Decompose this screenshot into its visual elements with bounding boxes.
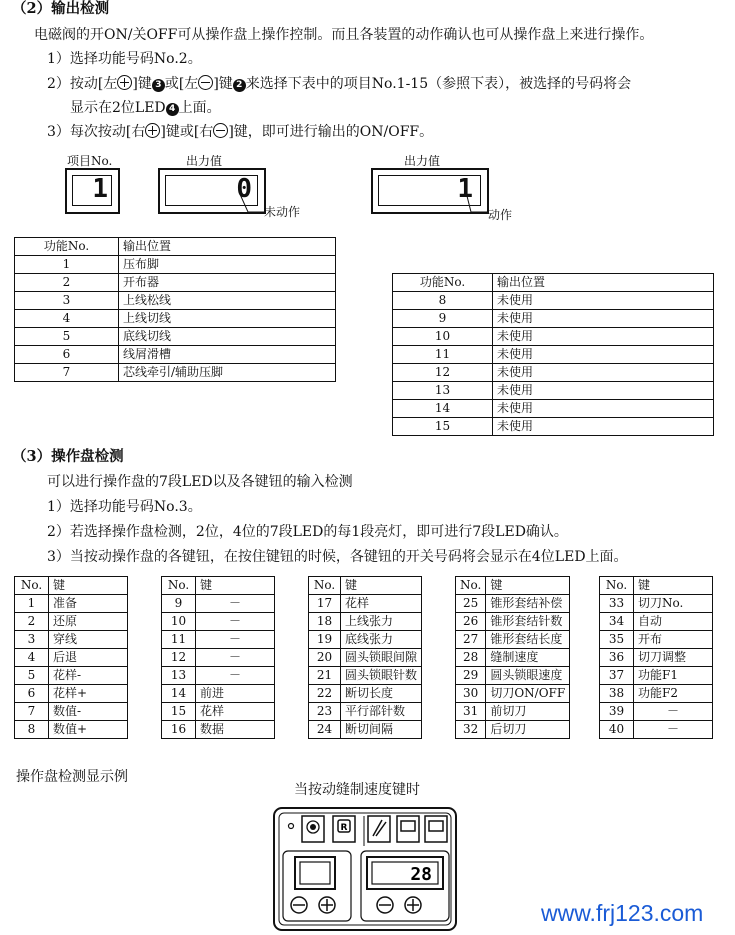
- item-no-digit: 1: [92, 174, 108, 204]
- table-cell-no: 18: [309, 613, 341, 631]
- table-cell-no: 38: [600, 685, 634, 703]
- table-cell-value: 花样+: [49, 685, 128, 703]
- plus-key-icon: [145, 123, 160, 138]
- table-cell-value: 断切间隔: [340, 721, 421, 739]
- section3-step2: 2）若选择操作盘检测，2位，4位的7段LED的每1段亮灯，即可进行7段LED确认。: [47, 524, 568, 540]
- table-cell-no: 28: [456, 649, 486, 667]
- table-cell-no: 6: [15, 685, 49, 703]
- table-cell-value: 未使用: [493, 310, 714, 328]
- off-pointer-line: [236, 190, 266, 220]
- table-row: [162, 631, 275, 649]
- table-row: [456, 613, 570, 631]
- table-cell-no: 36: [600, 649, 634, 667]
- table-header-cell: No.: [162, 577, 196, 595]
- table-row: [15, 310, 336, 328]
- table-header-row: [456, 577, 570, 595]
- section3-step3: 3）当按动操作盘的各键钮，在按住键钮的时候，各键钮的开关号码将会显示在4位LED上面。: [47, 549, 628, 565]
- table-cell-value: 还原: [49, 613, 128, 631]
- off-caption: 未动作: [264, 205, 301, 219]
- plus-key-icon: [117, 75, 132, 90]
- table-cell-no: 9: [393, 310, 493, 328]
- table-cell-value: 压布脚: [119, 256, 336, 274]
- table-row: [15, 667, 128, 685]
- table-cell-no: 3: [15, 631, 49, 649]
- table-cell-value: 数值+: [49, 721, 128, 739]
- table-row: [162, 685, 275, 703]
- table-cell-no: 5: [15, 667, 49, 685]
- table-header-cell: 功能No.: [393, 274, 493, 292]
- table-row: [600, 721, 713, 739]
- table-header-row: [15, 577, 128, 595]
- table-cell-no: 5: [15, 328, 119, 346]
- panel-display-digits: 28: [410, 864, 432, 885]
- item-no-display: [65, 168, 120, 214]
- table-cell-value: －: [634, 703, 713, 721]
- table-row: [393, 400, 714, 418]
- table-cell-value: 未使用: [493, 418, 714, 436]
- table-cell-value: 准备: [49, 595, 128, 613]
- key-table-1: [14, 576, 128, 739]
- table-cell-no: 8: [15, 721, 49, 739]
- table-cell-value: 上线松线: [119, 292, 336, 310]
- table-cell-no: 1: [15, 595, 49, 613]
- table-cell-value: 圆头锁眼速度: [486, 667, 570, 685]
- table-cell-no: 22: [309, 685, 341, 703]
- table-cell-value: 花样: [196, 703, 275, 721]
- table-cell-value: 锥形套结长度: [486, 631, 570, 649]
- table-header-cell: No.: [15, 577, 49, 595]
- output-table-right: [392, 273, 714, 436]
- table-header-row: [309, 577, 422, 595]
- table-row: [456, 703, 570, 721]
- table-cell-no: 40: [600, 721, 634, 739]
- table-row: [456, 721, 570, 739]
- table-cell-value: 切刀No.: [634, 595, 713, 613]
- table-cell-no: 12: [162, 649, 196, 667]
- table-cell-value: 切刀调整: [634, 649, 713, 667]
- table-cell-no: 16: [162, 721, 196, 739]
- table-row: [15, 685, 128, 703]
- table-cell-no: 33: [600, 595, 634, 613]
- output-digit-off: 0: [236, 174, 252, 204]
- table-row: [600, 613, 713, 631]
- table-cell-value: －: [196, 649, 275, 667]
- table-cell-no: 14: [393, 400, 493, 418]
- table-row: [600, 685, 713, 703]
- table-row: [600, 649, 713, 667]
- table-row: [393, 346, 714, 364]
- table-row: [309, 613, 422, 631]
- section2-step2: [47, 73, 631, 93]
- step3-text-a: 3）每次按动[右: [47, 124, 146, 140]
- example-caption: 当按动缝制速度键时: [294, 782, 420, 798]
- table-row: [309, 667, 422, 685]
- step2-text-e: 来选择下表中的项目No.1-15（参照下表），被选择的号码将会: [245, 76, 632, 92]
- key-table-4: [455, 576, 570, 739]
- table-cell-value: 上线张力: [340, 613, 421, 631]
- table-cell-value: －: [196, 595, 275, 613]
- table-cell-no: 37: [600, 667, 634, 685]
- step3-text-b: ]键或[右: [160, 124, 214, 140]
- table-cell-no: 6: [15, 346, 119, 364]
- table-cell-value: 平行部针数: [340, 703, 421, 721]
- table-row: [15, 256, 336, 274]
- output-table-left: [14, 237, 336, 382]
- table-row: [15, 292, 336, 310]
- table-row: [15, 631, 128, 649]
- table-cell-no: 30: [456, 685, 486, 703]
- table-header-cell: No.: [600, 577, 634, 595]
- table-cell-no: 29: [456, 667, 486, 685]
- table-row: [15, 721, 128, 739]
- table-cell-no: 13: [393, 382, 493, 400]
- table-cell-value: 未使用: [493, 346, 714, 364]
- example-title: 操作盘检测显示例: [16, 769, 128, 785]
- table-header-cell: 功能No.: [15, 238, 119, 256]
- table-cell-no: 3: [15, 292, 119, 310]
- table-cell-no: 35: [600, 631, 634, 649]
- step2-text-f: 显示在2位LED: [70, 100, 166, 116]
- step2-text-g: 上面。: [178, 100, 221, 116]
- table-cell-no: 4: [15, 649, 49, 667]
- table-row: [309, 595, 422, 613]
- table-cell-value: 数值-: [49, 703, 128, 721]
- table-header-cell: 键: [486, 577, 570, 595]
- table-cell-no: 39: [600, 703, 634, 721]
- table-cell-value: 底线切线: [119, 328, 336, 346]
- minus-key-icon: [198, 75, 213, 90]
- table-row: [162, 613, 275, 631]
- table-cell-no: 32: [456, 721, 486, 739]
- table-row: [15, 703, 128, 721]
- table-cell-no: 2: [15, 274, 119, 292]
- table-row: [309, 685, 422, 703]
- table-cell-value: 底线张力: [340, 631, 421, 649]
- minus-key-icon: [213, 123, 228, 138]
- table-cell-no: 1: [15, 256, 119, 274]
- table-cell-no: 11: [393, 346, 493, 364]
- table-row: [15, 346, 336, 364]
- watermark-url: www.frj123.com: [541, 900, 704, 926]
- table-cell-no: 13: [162, 667, 196, 685]
- table-row: [15, 613, 128, 631]
- section3-intro: 可以进行操作盘的7段LED以及各键钮的输入检测: [47, 474, 353, 490]
- table-cell-value: 未使用: [493, 292, 714, 310]
- table-cell-value: 锥形套结针数: [486, 613, 570, 631]
- table-cell-no: 2: [15, 613, 49, 631]
- table-header-cell: 键: [49, 577, 128, 595]
- table-cell-value: 后切刀: [486, 721, 570, 739]
- operation-panel-illustration: [272, 806, 458, 932]
- table-cell-value: 未使用: [493, 400, 714, 418]
- table-row: [309, 631, 422, 649]
- table-cell-value: 前进: [196, 685, 275, 703]
- marker-2-icon: 2: [233, 79, 246, 92]
- table-cell-value: 未使用: [493, 364, 714, 382]
- table-cell-no: 20: [309, 649, 341, 667]
- table-cell-no: 21: [309, 667, 341, 685]
- table-cell-value: 切刀ON/OFF: [486, 685, 570, 703]
- table-cell-no: 11: [162, 631, 196, 649]
- table-row: [456, 631, 570, 649]
- section3-step1: 1）选择功能号码No.3。: [47, 499, 202, 515]
- section2-intro: 电磁阀的开ON/关OFF可从操作盘上操作控制。而且各装置的动作确认也可从操作盘上来进行操作。: [34, 27, 654, 43]
- table-row: [393, 292, 714, 310]
- table-cell-value: 开布器: [119, 274, 336, 292]
- table-cell-value: －: [196, 667, 275, 685]
- table-cell-value: 功能F1: [634, 667, 713, 685]
- table-cell-value: 缝制速度: [486, 649, 570, 667]
- table-row: [600, 631, 713, 649]
- table-cell-value: 断切长度: [340, 685, 421, 703]
- table-header-cell: No.: [309, 577, 341, 595]
- table-row: [162, 703, 275, 721]
- key-table-3: [308, 576, 422, 739]
- output-digit-on: 1: [457, 174, 473, 204]
- table-row: [456, 649, 570, 667]
- table-cell-value: 芯线牵引/辅助压脚: [119, 364, 336, 382]
- table-row: [393, 364, 714, 382]
- table-cell-value: 前切刀: [486, 703, 570, 721]
- table-cell-no: 19: [309, 631, 341, 649]
- table-cell-no: 8: [393, 292, 493, 310]
- table-header-row: [162, 577, 275, 595]
- table-cell-no: 4: [15, 310, 119, 328]
- key-table-5: [599, 576, 713, 739]
- table-cell-value: 花样-: [49, 667, 128, 685]
- table-cell-value: 未使用: [493, 328, 714, 346]
- table-row: [162, 649, 275, 667]
- section3-title: （3）操作盘检测: [12, 448, 124, 465]
- table-cell-value: 未使用: [493, 382, 714, 400]
- table-cell-value: 后退: [49, 649, 128, 667]
- table-cell-no: 9: [162, 595, 196, 613]
- table-cell-no: 12: [393, 364, 493, 382]
- table-row: [15, 649, 128, 667]
- table-cell-no: 15: [393, 418, 493, 436]
- table-row: [15, 364, 336, 382]
- output-value-label-1: 出力值: [186, 154, 223, 168]
- table-row: [393, 328, 714, 346]
- table-cell-no: 27: [456, 631, 486, 649]
- table-cell-value: －: [196, 613, 275, 631]
- table-cell-no: 10: [162, 613, 196, 631]
- table-row: [600, 667, 713, 685]
- table-row: [393, 310, 714, 328]
- table-cell-value: 花样: [340, 595, 421, 613]
- table-cell-no: 31: [456, 703, 486, 721]
- table-cell-value: 圆头锁眼间隙: [340, 649, 421, 667]
- section2-step2-cont: [70, 97, 221, 117]
- table-cell-no: 17: [309, 595, 341, 613]
- table-header-cell: 键: [196, 577, 275, 595]
- section2-step1: 1）选择功能号码No.2。: [47, 51, 202, 67]
- on-caption: 动作: [488, 208, 513, 222]
- table-row: [162, 667, 275, 685]
- step3-text-c: ]键，即可进行输出的ON/OFF。: [228, 124, 434, 140]
- table-cell-value: 圆头锁眼针数: [340, 667, 421, 685]
- table-row: [309, 721, 422, 739]
- table-cell-no: 15: [162, 703, 196, 721]
- table-row: [456, 685, 570, 703]
- table-row: [15, 274, 336, 292]
- table-row: [309, 649, 422, 667]
- table-header-cell: 输出位置: [493, 274, 714, 292]
- table-cell-value: 数据: [196, 721, 275, 739]
- key-table-2: [161, 576, 275, 739]
- table-cell-value: 自动: [634, 613, 713, 631]
- table-header-cell: No.: [456, 577, 486, 595]
- table-cell-no: 23: [309, 703, 341, 721]
- table-cell-no: 34: [600, 613, 634, 631]
- table-row: [162, 595, 275, 613]
- table-row: [456, 595, 570, 613]
- table-cell-value: 线屑滑槽: [119, 346, 336, 364]
- table-header-cell: 输出位置: [119, 238, 336, 256]
- output-value-label-2: 出力值: [404, 154, 441, 168]
- table-cell-value: 开布: [634, 631, 713, 649]
- table-row: [15, 328, 336, 346]
- table-cell-value: －: [634, 721, 713, 739]
- table-cell-value: 锥形套结补偿: [486, 595, 570, 613]
- table-cell-no: 10: [393, 328, 493, 346]
- marker-4-icon: 4: [166, 103, 179, 116]
- step2-text-d: ]键: [213, 76, 233, 92]
- table-cell-no: 14: [162, 685, 196, 703]
- marker-3-icon: 3: [152, 79, 165, 92]
- section2-title: （2）输出检测: [12, 0, 110, 17]
- table-cell-no: 26: [456, 613, 486, 631]
- step2-text-c: 或[左: [164, 76, 199, 92]
- table-cell-value: 穿线: [49, 631, 128, 649]
- table-row: [162, 721, 275, 739]
- table-header-row: [393, 274, 714, 292]
- table-header-cell: 键: [634, 577, 713, 595]
- table-cell-no: 24: [309, 721, 341, 739]
- svg-text:R: R: [340, 823, 348, 833]
- table-cell-value: －: [196, 631, 275, 649]
- table-header-row: [15, 238, 336, 256]
- table-row: [456, 667, 570, 685]
- table-row: [600, 595, 713, 613]
- table-header-cell: 键: [340, 577, 421, 595]
- table-cell-no: 7: [15, 703, 49, 721]
- table-cell-value: 功能F2: [634, 685, 713, 703]
- step2-text-b: ]键: [132, 76, 152, 92]
- table-row: [600, 703, 713, 721]
- table-row: [15, 595, 128, 613]
- table-cell-no: 25: [456, 595, 486, 613]
- table-row: [393, 382, 714, 400]
- table-cell-value: 上线切线: [119, 310, 336, 328]
- item-no-label: 项目No.: [67, 154, 113, 168]
- table-cell-no: 7: [15, 364, 119, 382]
- step2-text-a: 2）按动[左: [47, 76, 118, 92]
- table-row: [393, 418, 714, 436]
- table-header-row: [600, 577, 713, 595]
- table-row: [309, 703, 422, 721]
- section2-step3: [47, 121, 433, 141]
